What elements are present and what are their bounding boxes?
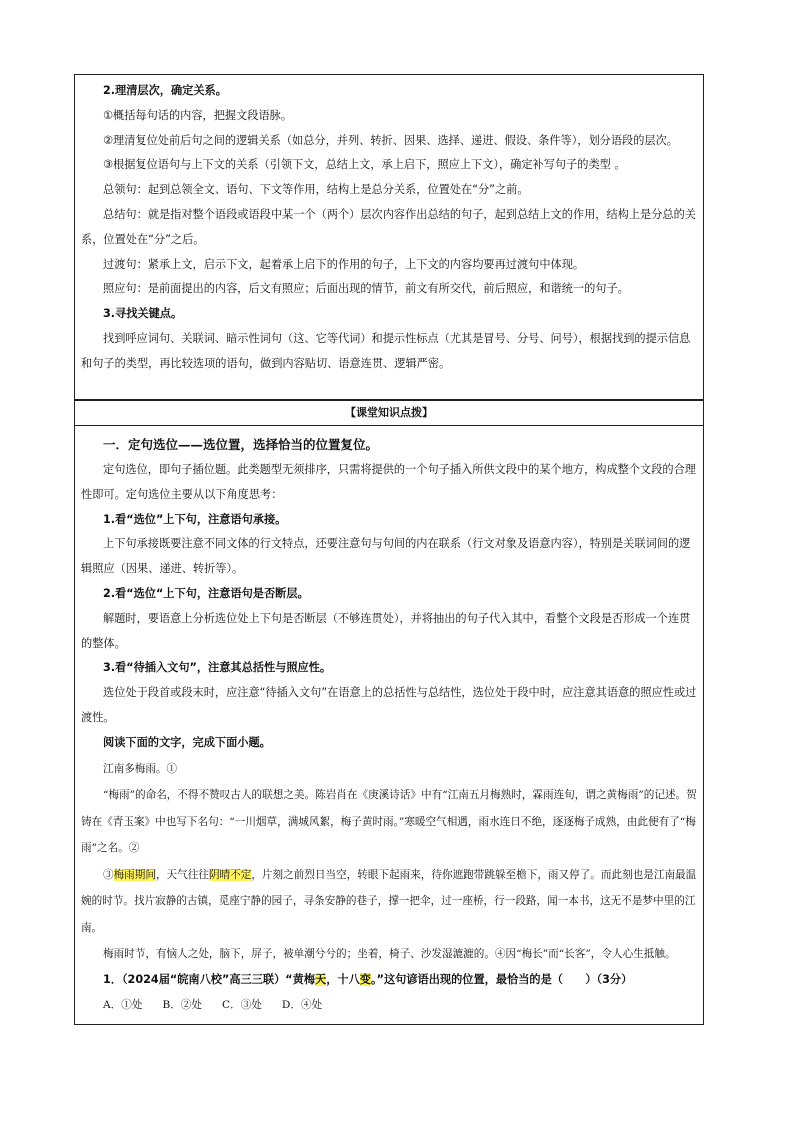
method-box bbox=[74, 74, 704, 399]
def-echo-sentence: 照应句：是前面提出的内容，后文有照应；后面出现的情节，前文有所交代，前后照应，和谐统一的句子。 bbox=[103, 282, 629, 296]
page bbox=[74, 74, 704, 1025]
tip-text-3: 选位处于段首或段末时，应注意“待插入文句”在语意上的总括性与总结性，选位处于段中时，应注意其语意的照应性或过渡性。 bbox=[81, 686, 697, 724]
highlight-weather: 阴晴不定 bbox=[208, 868, 252, 881]
tip-text-2: 解题时，要语意上分析选位处上下句是否断层（不够连贯处），并将抽出的句子代入其中，看整个文段是否形成一个连贯的整体。 bbox=[81, 611, 691, 650]
step-item-3: ③根据复位语句与上下文的关系（引领下文，总结上文，承上启下，照应上下文），确定补写句子的类型 。 bbox=[103, 158, 626, 172]
highlight-bian: 变 bbox=[359, 972, 371, 986]
reading-paragraph-3: ③梅雨期间，天气往往阴晴不定，片刻之前烈日当空，转眼下起雨来，待你遮跑带跳躲至檐下，雨又停了。而此刻也是江南最温婉的时节。找片寂静的古镇，觅座宁静的园子，寻条安静的巷子，撑一把伞，过一座桥，行一段路，闻一本书，这无不是梦中里的江南。 bbox=[81, 868, 697, 934]
answer-options bbox=[81, 992, 697, 1019]
reading-instruction: 阅读下面的文字，完成下面小题。 bbox=[103, 735, 271, 749]
step-heading-2: 2.理清层次，确定关系。 bbox=[103, 84, 227, 97]
intro-paragraph: 定句选位，即句子插位题。此类题型无须排序，只需将提供的一个句子插入所供文段中的某个地方，构成整个文段的合理性即可。定句选位主要从以下角度思考： bbox=[81, 463, 696, 501]
option-d[interactable]: D．④处 bbox=[281, 999, 323, 1012]
step-item-1: ①概括每句话的内容，把握文段语脉。 bbox=[103, 108, 293, 122]
tip-heading-1: 1.看“选位”上下句，注意语句承接。 bbox=[103, 512, 287, 526]
option-a[interactable]: A．①处 bbox=[103, 999, 143, 1012]
highlight-tian: 天 bbox=[315, 972, 327, 986]
tip-heading-2: 2.看“选位“上下句，注意语句是否断层。 bbox=[103, 586, 309, 600]
question-1: 1．（2024届“皖南八校”高三三联）“黄梅天，十八变。”这句谚语出现的位置，最恰当的是（ ）（3分） bbox=[103, 972, 633, 986]
option-b[interactable]: B．②处 bbox=[162, 999, 203, 1012]
reading-paragraph-4: 梅雨时节，有恼人之处，脑下，屏子，被单潮兮兮的；坐着，椅子、沙发湿漉漉的。④因“梅长”而“长客”，令人心生抵触。 bbox=[103, 948, 676, 961]
def-lead-sentence: 总领句：起到总领全文、语句、下文等作用，结构上是总分关系，位置处在“分”之前。 bbox=[103, 183, 529, 197]
step-heading-3: 3.寻找关键点。 bbox=[103, 307, 183, 321]
section-header: 【课堂知识点拨】 bbox=[75, 400, 703, 426]
knowledge-box bbox=[74, 399, 704, 1025]
section-title: 一．定句选位——选位置，选择恰当的位置复位。 bbox=[103, 437, 379, 452]
option-c[interactable]: C．③处 bbox=[222, 999, 262, 1012]
def-transition-sentence: 过渡句：紧承上文，启示下文，起着承上启下的作用的句子，上下文的内容均要再过渡句中体现。 bbox=[103, 257, 585, 271]
step-item-2: ②理清复位处前后句之间的逻辑关系（如总分，并列、转折、因果、选择、递进、假设、条件等），划分语段的层次。 bbox=[103, 133, 678, 147]
tip-text-1: 上下句承接既要注意不同文体的行文特点，还要注意句与句间的内在联系（行文对象及语意内容），特别是关联词间的逻辑照应（因果、递进、转折等）。 bbox=[81, 537, 691, 576]
def-summary-sentence: 总结句：就是指对整个语段或语段中某一个（两个）层次内容作出总结的句子，起到总结上文的作用，结构上是分总的关系，位置处在“分”之后。 bbox=[81, 207, 696, 246]
reading-line-1: 江南多梅雨。① bbox=[103, 762, 178, 775]
highlight-meiyu: 梅雨期间 bbox=[113, 868, 156, 881]
step-3-text: 找到呼应词句、关联词、暗示性词句（这、它等代词）和提示性标点（尤其是冒号、分号、问号），根据找到的提示信息和句子的类型，再比较选项的语句，做到内容贴切、语意连贯、逻辑严密。 bbox=[81, 331, 691, 370]
tip-heading-3: 3.看“待插入文句”，注意其总括性与照应性。 bbox=[103, 661, 332, 675]
reading-paragraph-2: “梅雨”的命名，不得不赞叹古人的联想之美。陈岩肖在《庚溪诗话》中有“江南五月梅熟时，霖雨连旬，谓之黄梅雨”的记述。贺铸在《青玉案》中也写下名句：“一川烟草，满城风絮，梅子黄时雨。”寒暖空气相遇，雨水连日不绝，逐逐梅子成熟，由此便有了“梅雨”之名。② bbox=[81, 789, 697, 855]
